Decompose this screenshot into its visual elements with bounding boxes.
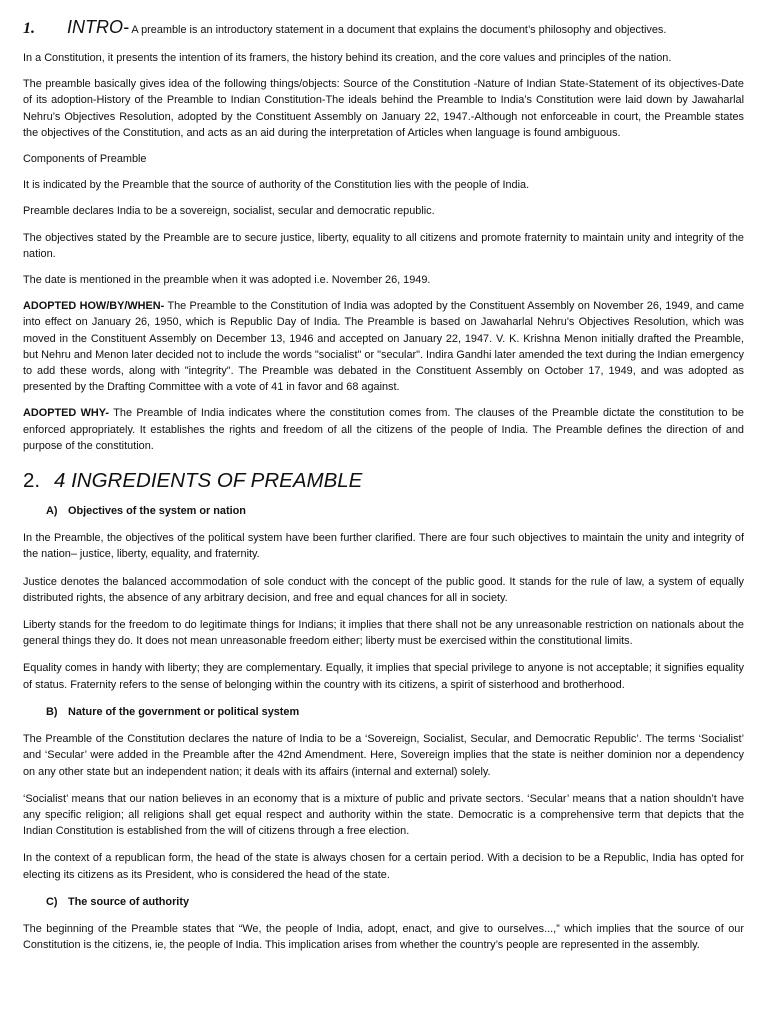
document-page bbox=[23, 0, 744, 964]
paragraph: Preamble declares India to be a sovereign, socialist, secular and democratic republic. bbox=[23, 205, 435, 218]
intro-title: INTRO- bbox=[67, 17, 129, 37]
subsection-b-letter: B) bbox=[46, 705, 58, 718]
adopted-how-paragraph bbox=[23, 298, 744, 395]
adopted-why-label: ADOPTED WHY- bbox=[23, 407, 110, 420]
section-2-title: 4 INGREDIENTS OF PREAMBLE bbox=[54, 469, 363, 493]
paragraph: Components of Preamble bbox=[23, 153, 147, 166]
paragraph: It is indicated by the Preamble that the source of authority of the Constitution lies with the people of India. bbox=[23, 179, 530, 192]
paragraph: The objectives stated by the Preamble are to secure justice, liberty, equality to all citizens and promote fraternity to maintain unity and integrity of the nation. bbox=[23, 231, 744, 260]
paragraph: Justice denotes the balanced accommodation of sole conduct with the concept of the public good. It stands for the rule of law, a system of equally distributed rights, the absence of any arbitrary decision, and free and equal chances for all in society. bbox=[23, 575, 744, 604]
intro-number: 1. bbox=[23, 20, 35, 37]
intro-text: A preamble is an introductory statement in a document that explains the document’s philosophy and objectives. bbox=[129, 24, 667, 36]
adopted-why-paragraph bbox=[23, 405, 744, 454]
subsection-c-title: The source of authority bbox=[68, 895, 190, 908]
paragraph: In the Preamble, the objectives of the political system have been further clarified. There are four such objectives to maintain the unity and integrity of the nation– justice, liberty, equality, and fraternity. bbox=[23, 532, 744, 561]
paragraph: In the context of a republican form, the head of the state is always chosen for a certain period. With a decision to be a Republic, India has opted for electing its citizens as its President, who is considered the head of the state. bbox=[23, 852, 744, 881]
subsection-c-heading bbox=[46, 894, 744, 910]
subsection-a-letter: A) bbox=[46, 505, 58, 518]
subsection-b-heading bbox=[46, 704, 744, 720]
subsection-c-letter: C) bbox=[46, 895, 58, 908]
adopted-why-text: The Preamble of India indicates where the constitution comes from. The clauses of the Preamble dictate the constitution to be enforced appropriately. It establishes the rights and freedom of all the citizens of the people of India. The Preamble defines the direction of and purpose of the constitution. bbox=[23, 407, 744, 452]
paragraph: ‘Socialist’ means that our nation believes in an economy that is a mixture of public and private sectors. ‘Secular’ means that a nation shouldn’t have any specific religion; all religions shall get equal respect and authority within the state. Democratic is a comprehensive term that depicts that the Indian Constitution is established from the will of citizens through a free election. bbox=[23, 792, 744, 838]
adopted-how-text: The Preamble to the Constitution of India was adopted by the Constituent Assembly on November 26, 1949, and came into effect on January 26, 1950, which is Republic Day of India. The Preamble is based on Jawaharlal Nehru's Objectives Resolution, which was moved in the Constituent Assembly on December 13, 1946 and accepted on January 22, 1947. V. K. Krishna Menon initially drafted the Preamble, but Nehru and Menon later decided not to include the words "socialist" or "secular". Indira Gandhi later amended the text during the Indian emergency to add these words, along with "integrity". The Preamble was debated in the Constituent Assembly on October 17, 1949, and was adopted as presented by the Drafting Committee with a vote of 41 in favor and 68 against. bbox=[23, 300, 745, 394]
section-2-number: 2. bbox=[23, 469, 41, 493]
paragraph: Equality comes in handy with liberty; they are complementary. Equally, it implies that special privilege to anyone is not acceptable; it signifies equality of status. Fraternity refers to the sense of belonging within the country with its citizens, a spirit of sisterhood and brotherhood. bbox=[23, 662, 744, 691]
paragraph: Liberty stands for the freedom to do legitimate things for Indians; it implies that there shall not be any unreasonable restriction on nationals about the general things they do. It does not mean unreasonable freedom either; liberty must be exercised within the constitutional limits. bbox=[23, 619, 744, 648]
subsection-a-title: Objectives of the system or nation bbox=[68, 505, 246, 518]
paragraph: The beginning of the Preamble states that “We, the people of India, adopt, enact, and give to ourselves...,” which implies that the source of our Constitution is the citizens, ie, the people of India. This implication arises from whether the country’s people are represented in the assembly. bbox=[23, 922, 744, 952]
adopted-how-label: ADOPTED HOW/BY/WHEN- bbox=[23, 300, 165, 313]
intro-heading bbox=[23, 17, 744, 40]
subsection-a-heading bbox=[46, 503, 744, 519]
paragraph: The preamble basically gives idea of the following things/objects: Source of the Constitution -Nature of Indian State-Statement of its objectives-Date of its adoption-History of the Preamble to Indian Constitution-The ideals behind the Preamble to India’s Constitution were laid down by Jawaharlal Nehru’s Objectives Resolution, adopted by the Constituent Assembly on January 22, 1947.-Although not enforceable in court, the Preamble states the objectives of the Constitution, and acts as an aid during the interpretation of Articles when language is found ambiguous. bbox=[23, 78, 744, 139]
subsection-b-title: Nature of the government or political system bbox=[68, 705, 300, 718]
paragraph: In a Constitution, it presents the intention of its framers, the history behind its creation, and the core values and principles of the nation. bbox=[23, 52, 672, 64]
paragraph: The Preamble of the Constitution declares the nature of India to be a ‘Sovereign, Socialist, Secular, and Democratic Republic’. The terms ‘Socialist’ and ‘Secular’ were added in the Preamble after the 42nd Amendment. Here, Sovereign implies that the state is neither dominion nor a dependency on any other state but an independent nation; it deals with its affairs (internal and external) solely. bbox=[23, 733, 744, 778]
section-2-heading bbox=[23, 468, 744, 494]
paragraph: The date is mentioned in the preamble when it was adopted i.e. November 26, 1949. bbox=[23, 274, 431, 287]
